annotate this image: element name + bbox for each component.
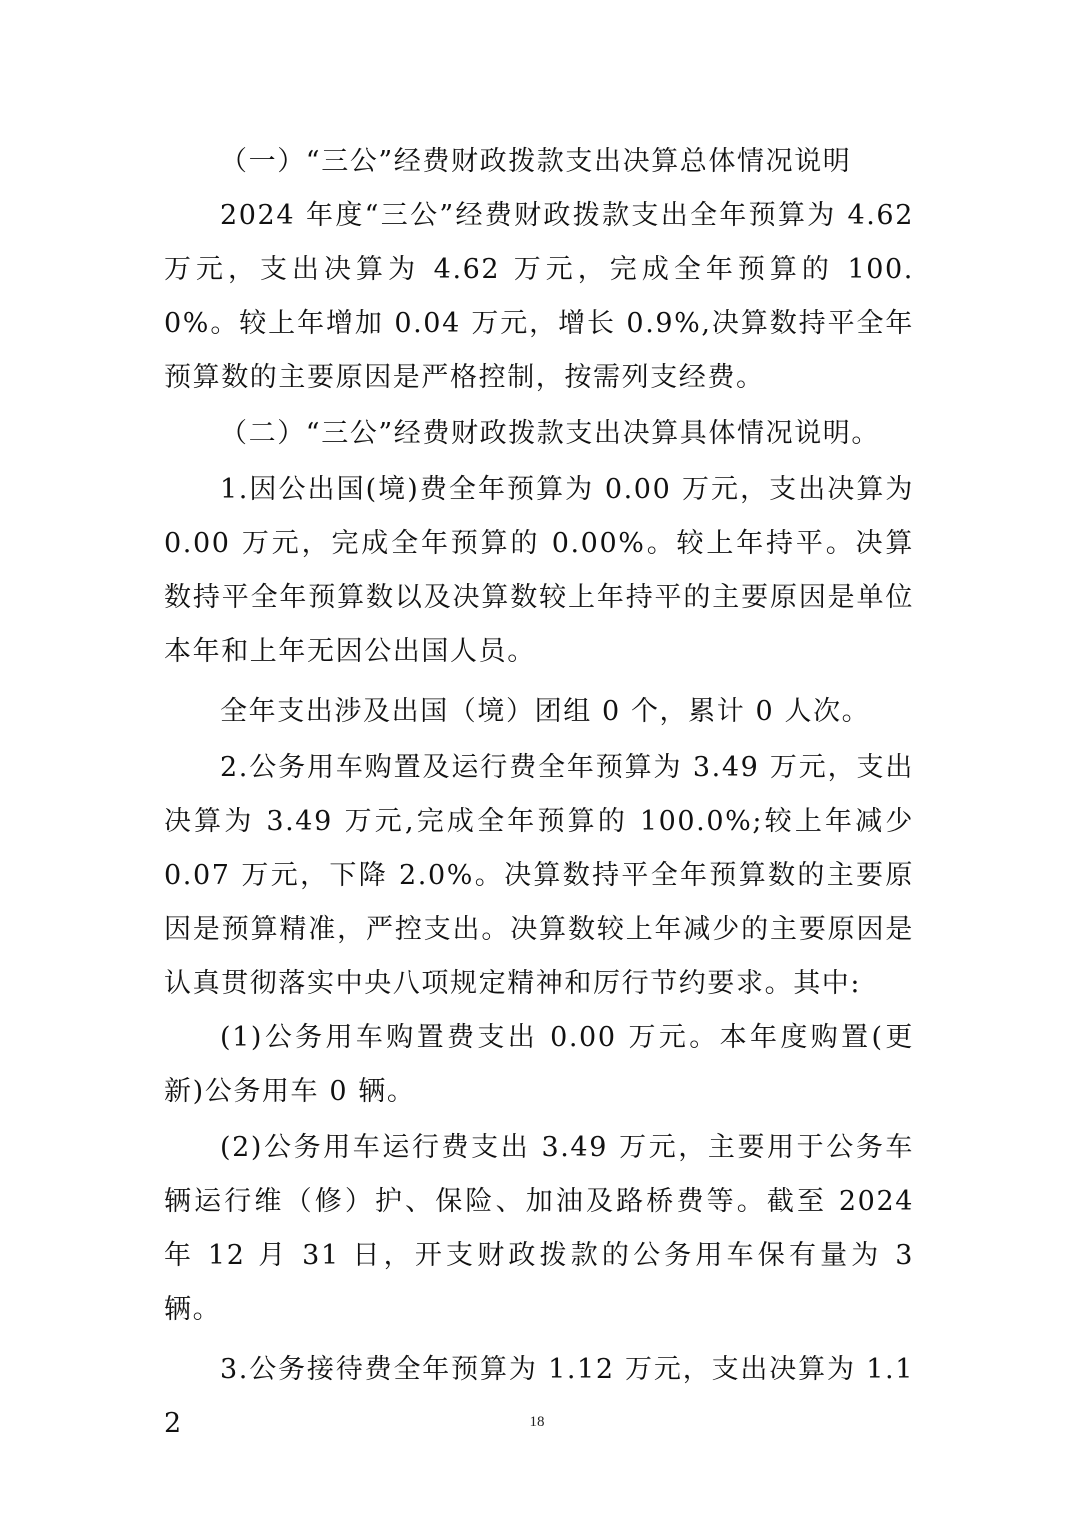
paragraph-official-vehicles: 2.公务用车购置及运行费全年预算为 3.49 万元，支出决算为 3.49 万元,完成全年预算的 100.0%;较上年减少 0.07 万元，下降 2.0%。决算数持平全年预算数的主要原因是预算精准，严控支出。决算数较上年减少的主要原因是认真贯彻落实中央八项规定精神和厉行节约要求。其中:	[164, 752, 914, 999]
paragraph-overseas-groups: 全年支出涉及出国（境）团组 0 个，累计 0 人次。	[220, 696, 871, 727]
paragraph-overall-summary: 2024 年度“三公”经费财政拨款支出全年预算为 4.62 万元，支出决算为 4.62 万元，完成全年预算的 100.0%。较上年增加 0.04 万元，增长 0.9%,决算数持平全年预算数的主要原因是严格控制，按需列支经费。	[164, 200, 914, 393]
paragraph-vehicle-purchase: (1)公务用车购置费支出 0.00 万元。本年度购置(更新)公务用车 0 辆。	[164, 1022, 914, 1107]
paragraph-overseas-travel: 1.因公出国(境)费全年预算为 0.00 万元，支出决算为 0.00 万元，完成全年预算的 0.00%。较上年持平。决算数持平全年预算数以及决算数较上年持平的主要原因是单位本年和上年无因公出国人员。	[164, 474, 914, 667]
document-body	[164, 135, 914, 1451]
paragraph-official-reception: 3.公务接待费全年预算为 1.12 万元，支出决算为 1.12	[164, 1354, 914, 1439]
paragraph-vehicle-operation: (2)公务用车运行费支出 3.49 万元，主要用于公务车辆运行维（修）护、保险、加油及路桥费等。截至 2024 年 12 月 31 日，开支财政拨款的公务用车保有量为 3 辆。	[164, 1132, 914, 1325]
page-number: 18	[529, 1414, 545, 1430]
section-heading-overall: （一）“三公”经费财政拨款支出决算总体情况说明	[220, 146, 852, 177]
section-heading-details: （二）“三公”经费财政拨款支出决算具体情况说明。	[220, 418, 881, 449]
